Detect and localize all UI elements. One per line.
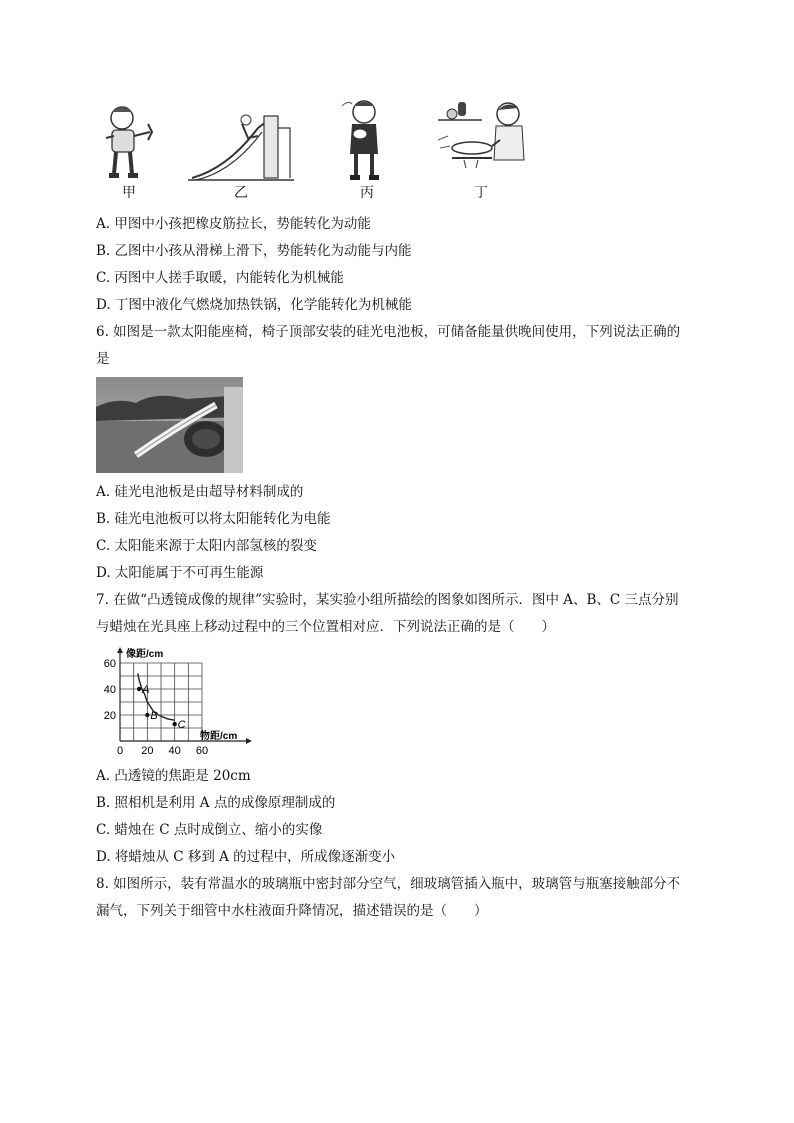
y-tick-label: 20 <box>103 710 116 722</box>
q7-stem-line2: 与蜡烛在光具座上移动过程中的三个位置相对应．下列说法正确的是（ ） <box>96 619 555 635</box>
figure-ding-image <box>438 100 530 176</box>
y-tick-label: 40 <box>103 684 116 696</box>
q5-option-a: A. 甲图中小孩把橡皮筋拉长，势能转化为动能 <box>96 216 371 232</box>
q5-option-d: D. 丁图中液化气燃烧加热铁锅，化学能转化为机械能 <box>96 297 412 313</box>
q6-stem-line2: 是 <box>96 351 110 367</box>
q7-option-a: A. 凸透镜的焦距是 20cm <box>96 768 251 784</box>
q8-stem-line1: 8. 如图所示，装有常温水的玻璃瓶中密封部分空气，细玻璃管插入瓶中，玻璃管与瓶塞接触部分不 <box>96 876 681 892</box>
q7-stem-line1: 7. 在做“凸透镜成像的规律”实验时，某实验小组所描绘的图象如图所示．图中 A、B、C 三点分别 <box>96 592 679 608</box>
q7-option-c: C. 蜡烛在 C 点时成倒立、缩小的实像 <box>96 822 323 838</box>
y-axis-arrow <box>117 647 123 653</box>
q6-stem-line1: 6. 如图是一款太阳能座椅，椅子顶部安装的硅光电池板，可储备能量供晚间使用，下列说法正确的 <box>96 324 681 340</box>
point-label-a: A <box>142 684 150 696</box>
point-label-c: C <box>177 719 186 732</box>
q5-option-b: B. 乙图中小孩从滑梯上滑下，势能转化为动能与内能 <box>96 243 412 259</box>
x-tick-label: 0 <box>116 745 124 757</box>
lens-image-chart <box>96 645 256 760</box>
point-b <box>145 713 149 717</box>
caption-ding: 丁 <box>474 185 488 201</box>
point-label-b: B <box>150 710 158 722</box>
x-tick-label: 20 <box>141 745 154 757</box>
q6-option-b: B. 硅光电池板可以将太阳能转化为电能 <box>96 511 331 527</box>
point-a <box>137 687 141 691</box>
solar-chair-photo <box>96 377 243 473</box>
x-axis-arrow <box>246 738 252 744</box>
chart-grid <box>120 663 202 741</box>
q8-stem-line2: 漏气，下列关于细管中水柱液面升降情况，描述错误的是（ ） <box>96 903 488 919</box>
x-axis-label: 物距/cm <box>200 731 238 742</box>
q7-option-d: D. 将蜡烛从 C 移到 A 的过程中，所成像逐渐变小 <box>96 849 396 865</box>
q5-option-c: C. 丙图中人搓手取暖，内能转化为机械能 <box>96 270 344 286</box>
q7-option-b: B. 照相机是利用 A 点的成像原理制成的 <box>96 795 336 811</box>
figure-bing-image <box>338 98 392 184</box>
figure-yi-image <box>188 108 296 182</box>
q6-option-d: D. 太阳能属于不可再生能源 <box>96 565 264 581</box>
q5-figure-row <box>90 96 540 206</box>
caption-bing: 丙 <box>360 185 374 201</box>
x-tick-label: 40 <box>168 745 181 757</box>
point-c <box>172 722 176 726</box>
q6-option-a: A. 硅光电池板是由超导材料制成的 <box>96 484 304 500</box>
y-tick-label: 60 <box>103 658 116 670</box>
q6-option-c: C. 太阳能来源于太阳内部氢核的裂变 <box>96 538 317 554</box>
caption-jia: 甲 <box>122 185 136 201</box>
x-tick-label: 60 <box>195 745 209 757</box>
figure-jia-image <box>98 104 158 184</box>
y-axis-label: 像距/cm <box>126 649 164 660</box>
caption-yi: 乙 <box>234 185 248 201</box>
